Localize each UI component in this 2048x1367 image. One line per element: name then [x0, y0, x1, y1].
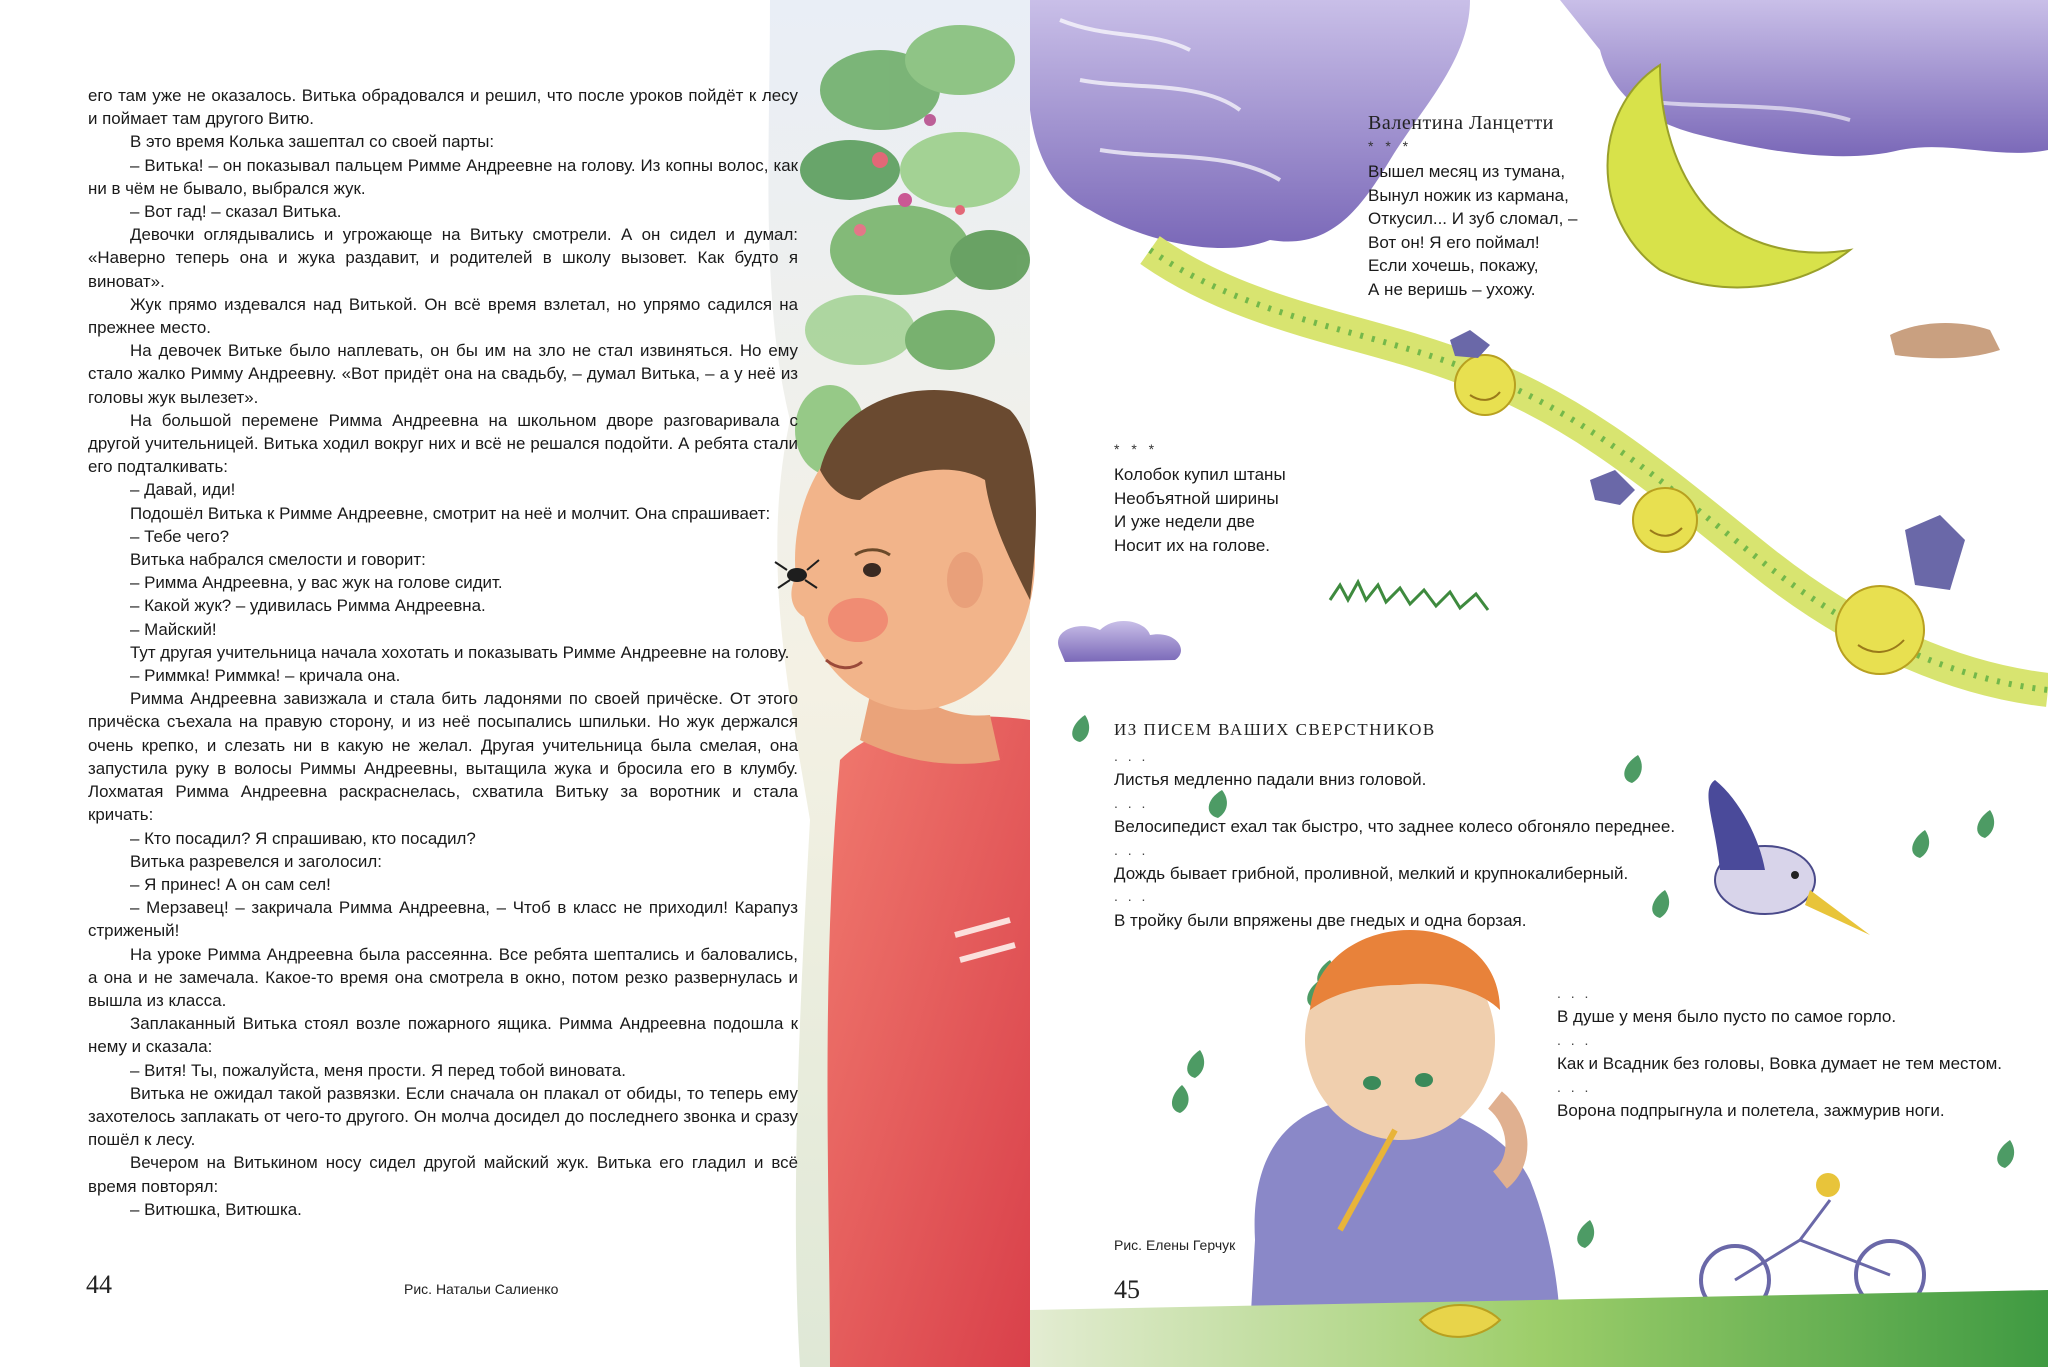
- story-paragraph: – Давай, иди!: [130, 480, 236, 500]
- story-paragraph: На уроке Римма Андреевна была рассеянна. Все ребята шептались и баловались, а она и не замечала. Какое-то время она смотрела в окно, потом резко развернулась и вышла из класса.: [88, 944, 798, 1010]
- story-paragraph: Заплаканный Витька стоял возле пожарного ящика. Римма Андреевна подошла к нему и сказала:: [88, 1014, 798, 1057]
- quote: Ворона подпрыгнула и полетела, зажмурив ноги.: [1557, 1101, 1945, 1121]
- poem-line: Вышел месяц из тумана,: [1368, 162, 1566, 181]
- story-paragraph: На девочек Витьке было наплевать, он бы им на зло не стал извиняться. Но ему стало жалко Римму Андреевну. «Вот придёт она на свадьбу, – думал Витька, – а у неё из головы жук вылезет».: [88, 341, 798, 407]
- story-paragraph: Девочки оглядывались и угрожающе на Витьку смотрели. А он сидел и думал: «Наверно теперь она и жука раздавит, и родителей в школу вызовет. Как будто я виноват».: [88, 225, 798, 291]
- story-paragraph: – Тебе чего?: [130, 526, 230, 546]
- poem-line: Необъятной ширины: [1114, 488, 1279, 508]
- poem-line: Колобок купил штаны: [1114, 465, 1286, 484]
- story-paragraph: На большой перемене Римма Андреевна на школьном дворе разговаривала с другой учительницей. Витька ходил вокруг них и всё не решался подойти. А ребята стали его подталкивать:: [88, 410, 798, 477]
- ellipsis-mark: . . .: [1114, 841, 1149, 858]
- story-paragraph: В это время Колька зашептал со своей парты:: [130, 132, 495, 152]
- story-paragraph: – Кто посадил? Я спрашиваю, кто посадил?: [130, 828, 476, 848]
- story-paragraph: – Какой жук? – удивилась Римма Андреевна.: [130, 596, 486, 616]
- story-paragraph: – Витюшка, Витюшка.: [130, 1199, 302, 1219]
- poem-line: Если хочешь, покажу,: [1368, 256, 1539, 275]
- ellipsis-mark: . . .: [1557, 1078, 1592, 1095]
- story-paragraph: его там уже не оказалось. Витька обрадовался и решил, что после уроков пойдёт к лесу и поймает там другого Витю.: [88, 86, 798, 129]
- letters-quotes-bottom: [1557, 982, 2002, 1122]
- quote: В душе у меня было пусто по самое горло.: [1557, 1007, 1897, 1027]
- letters-section-title: ИЗ ПИСЕМ ВАШИХ СВЕРСТНИКОВ: [1114, 720, 1436, 739]
- illustration-credit-right: Рис. Елены Герчук: [1114, 1237, 1236, 1253]
- story-paragraph: Жук прямо издевался над Витькой. Он всё время взлетал, но упрямо садился на прежнее место.: [88, 294, 798, 338]
- quote: Дождь бывает грибной, проливной, мелкий и крупнокалиберный.: [1114, 864, 1629, 884]
- poem-line: Вынул ножик из кармана,: [1368, 185, 1569, 205]
- poem-moon: [1368, 160, 1577, 301]
- story-paragraph: – Мерзавец! – закричала Римма Андреевна, – Чтоб в класс не приходил! Карапуз стриженый!: [88, 898, 798, 941]
- story-column: [88, 84, 798, 1221]
- poem-kolobok: [1114, 463, 1286, 557]
- story-paragraph: – Витька! – он показывал пальцем Римме Андреевне на голову. Из копны волос, как ни в чём не бывало, выбрался жук.: [88, 155, 798, 198]
- poem-stars: * * *: [1114, 441, 1159, 457]
- poem-line: Носит их на голове.: [1114, 535, 1271, 555]
- left-illustration: [768, 0, 1036, 1367]
- story-paragraph: Витька набрался смелости и говорит:: [130, 550, 426, 570]
- quote: Как и Всадник без головы, Вовка думает не тем местом.: [1557, 1054, 2003, 1074]
- ellipsis-mark: . . .: [1114, 748, 1149, 764]
- story-paragraph: – Риммка! Риммка! – кричала она.: [130, 666, 401, 686]
- story-paragraph: – Я принес! А он сам сел!: [130, 874, 331, 894]
- ellipsis-mark: . . .: [1557, 1031, 1592, 1048]
- story-paragraph: – Майский!: [130, 619, 217, 639]
- page-number-left: 44: [86, 1270, 112, 1299]
- ellipsis-mark: . . .: [1114, 888, 1149, 905]
- story-text: [88, 84, 798, 1221]
- story-paragraph: Подошёл Витька к Римме Андреевне, смотрит на неё и молчит. Она спрашивает:: [130, 503, 771, 523]
- ellipsis-mark: . . .: [1557, 985, 1592, 1001]
- story-paragraph: Тут другая учительница начала хохотать и показывать Римме Андреевне на голову.: [130, 642, 790, 662]
- story-paragraph: – Римма Андреевна, у вас жук на голове сидит.: [130, 573, 503, 593]
- poem-author: Валентина Ланцетти: [1368, 112, 1554, 134]
- poem-line: Откусил... И зуб сломал, –: [1368, 209, 1578, 228]
- poem-stars: * * *: [1368, 138, 1413, 154]
- quote: Велосипедист ехал так быстро, что заднее колесо обгоняло переднее.: [1114, 817, 1676, 837]
- story-paragraph: Витька разревелся и заголосил:: [130, 851, 382, 871]
- page-number-right: 45: [1114, 1275, 1140, 1304]
- bicycle-icon: [1701, 1173, 1924, 1314]
- ellipsis-mark: . . .: [1114, 794, 1149, 811]
- poem-line: И уже недели две: [1114, 512, 1255, 531]
- story-paragraph: Витька не ожидал такой развязки. Если сначала он плакал от обиды, то теперь ему захотелось заплакать от чего-то другого. Он молча досидел до последнего звонка и сразу пошёл к лесу.: [88, 1083, 798, 1150]
- illustration-credit-left: Рис. Натальи Салиенко: [404, 1281, 559, 1297]
- story-paragraph: Римма Андреевна завизжала и стала бить ладонями по своей причёске. От этого причёска съехала на правую сторону, и из неё посыпались шпильки. Но жук держался очень крепко, и слезать ни в какую не желал. Другая учительница была смелая, она запустила руку в волосы Риммы Андреевны, вытащила жука и бросила его в клумбу. Лохматая Римма Андреевна раскраснелась, схватила Витьку за воротник и стала кричать:: [88, 689, 798, 825]
- poem-line: Вот он! Я его поймал!: [1368, 232, 1540, 252]
- story-paragraph: – Вот гад! – сказал Витька.: [130, 202, 342, 222]
- story-paragraph: Вечером на Витькином носу сидел другой майский жук. Витька его гладил и всё время повторял:: [88, 1153, 798, 1196]
- poem-line: А не веришь – ухожу.: [1368, 279, 1536, 299]
- quote: Листья медленно падали вниз головой.: [1114, 770, 1427, 790]
- bird-icon: [1709, 780, 1870, 935]
- story-paragraph: – Витя! Ты, пожалуйста, меня прости. Я перед тобой виновата.: [130, 1060, 626, 1080]
- letters-quotes-top: [1114, 745, 1675, 932]
- quote: В тройку были впряжены две гнедых и одна борзая.: [1114, 910, 1527, 930]
